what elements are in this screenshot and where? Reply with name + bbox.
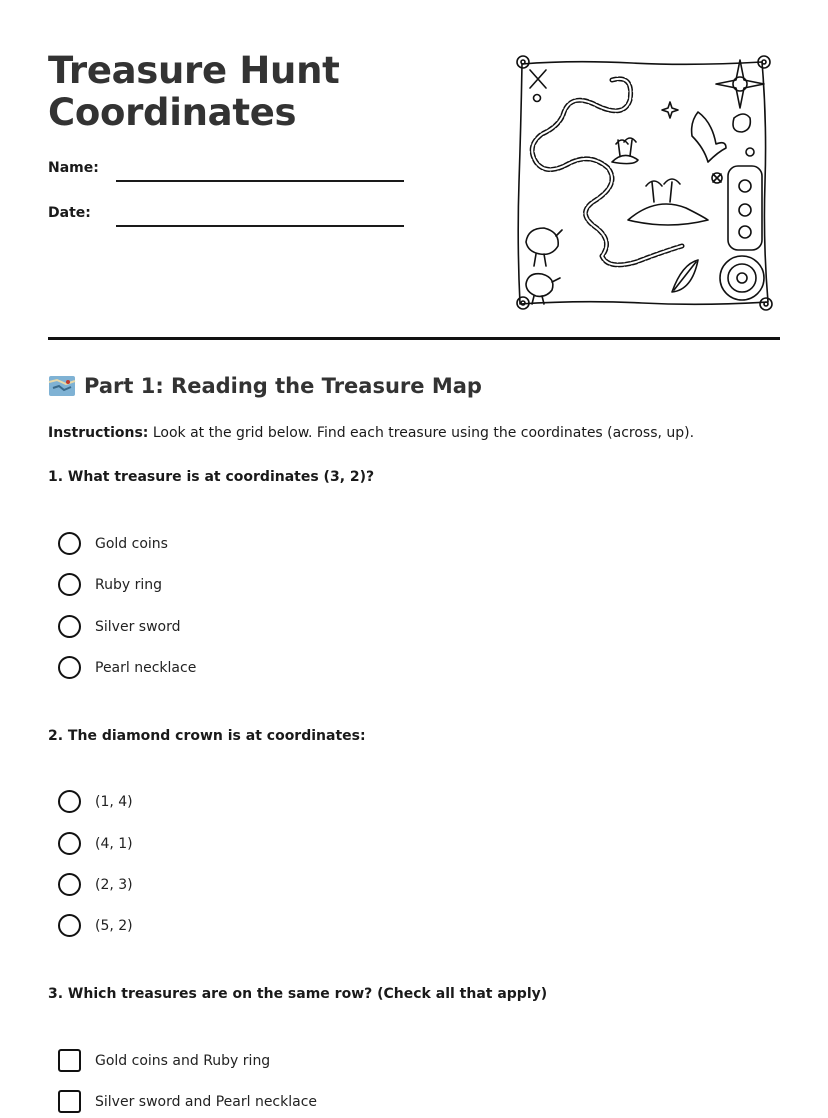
option-label: Silver sword	[95, 618, 181, 635]
option-label: (1, 4)	[95, 793, 133, 810]
q3-option-gold-ruby[interactable]	[58, 1049, 270, 1072]
q3-option-silver-pearl[interactable]	[58, 1090, 317, 1113]
part1-heading-text: Part 1: Reading the Treasure Map	[84, 374, 482, 398]
title-line-2: Coordinates	[48, 91, 297, 134]
q1-option-silver-sword[interactable]	[58, 615, 180, 638]
radio-button[interactable]	[58, 914, 81, 937]
option-label: (5, 2)	[95, 917, 133, 934]
option-label: Gold coins and Ruby ring	[95, 1052, 271, 1069]
radio-button[interactable]	[58, 873, 81, 896]
question-1: 1. What treasure is at coordinates (3, 2)?	[48, 469, 375, 485]
instructions	[48, 425, 694, 441]
radio-button[interactable]	[58, 532, 81, 555]
radio-button[interactable]	[58, 790, 81, 813]
date-field[interactable]	[116, 225, 404, 227]
title-line-1: Treasure Hunt	[48, 49, 340, 92]
instructions-label: Instructions:	[48, 425, 149, 441]
option-label: Silver sword and Pearl necklace	[95, 1093, 318, 1110]
option-label: Gold coins	[95, 535, 168, 552]
instructions-text: Look at the grid below. Find each treasure using the coordinates (across, up).	[148, 425, 695, 441]
q2-option-2-3[interactable]	[58, 873, 133, 896]
q2-option-5-2[interactable]	[58, 914, 133, 937]
q1-option-gold-coins[interactable]	[58, 532, 168, 555]
radio-button[interactable]	[58, 832, 81, 855]
date-label: Date:	[48, 205, 91, 221]
q1-option-pearl-necklace[interactable]	[58, 656, 196, 679]
option-label: Pearl necklace	[95, 659, 197, 676]
section-divider	[48, 337, 780, 340]
q1-option-ruby-ring[interactable]	[58, 573, 162, 596]
name-label: Name:	[48, 160, 99, 176]
checkbox[interactable]	[58, 1049, 81, 1072]
question-2: 2. The diamond crown is at coordinates:	[48, 728, 366, 744]
question-3: 3. Which treasures are on the same row? (Check all that apply)	[48, 986, 548, 1002]
q2-option-1-4[interactable]	[58, 790, 133, 813]
part1-heading	[48, 374, 482, 398]
radio-button[interactable]	[58, 656, 81, 679]
radio-button[interactable]	[58, 573, 81, 596]
checkbox[interactable]	[58, 1090, 81, 1113]
option-label: (2, 3)	[95, 876, 133, 893]
map-icon	[48, 374, 76, 398]
option-label: Ruby ring	[95, 576, 162, 593]
q2-option-4-1[interactable]	[58, 832, 133, 855]
name-field[interactable]	[116, 180, 404, 182]
radio-button[interactable]	[58, 615, 81, 638]
treasure-map-illustration	[512, 52, 776, 314]
worksheet-title	[48, 50, 340, 134]
option-label: (4, 1)	[95, 835, 133, 852]
